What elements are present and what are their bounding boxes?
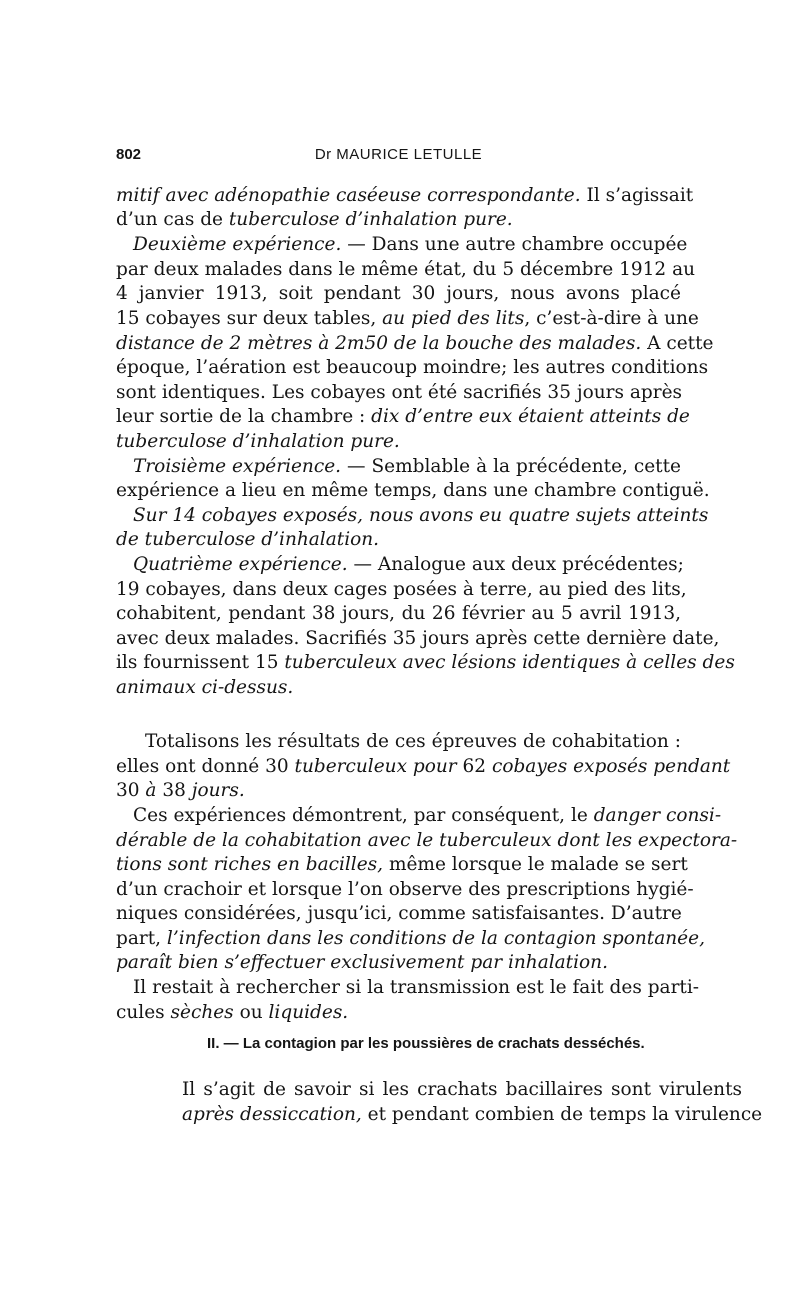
- experiment-3-line: Troisième expérience. — Semblable à la précédente, cette: [133, 456, 681, 477]
- text-line: tuberculose d’inhalation pure.: [116, 431, 400, 452]
- text-line: mitif avec adénopathie caséeuse correspondante. Il s’agissait: [116, 185, 694, 206]
- text-line: paraît bien s’effectuer exclusivement par inhalation.: [116, 952, 608, 973]
- experiment-2-line: Deuxième expérience. — Dans une autre chambre occupée: [133, 234, 688, 255]
- text-line: 19 cobayes, dans deux cages posées à terre, au pied des lits,: [116, 579, 687, 600]
- text-line: 15 cobayes sur deux tables, au pied des lits, c’est-à-dire à une: [116, 308, 699, 329]
- text-line: après dessiccation, et pendant combien de temps la virulence: [182, 1104, 763, 1125]
- text-line: animaux ci-dessus.: [116, 677, 294, 698]
- text-line: 4 janvier 1913, soit pendant 30 jours, nous avons placé: [116, 283, 681, 304]
- text-line: époque, l’aération est beaucoup moindre; les autres conditions: [116, 357, 709, 378]
- text-line: par deux malades dans le même état, du 5 décembre 1912 au: [116, 259, 696, 280]
- experiment-3-title: Troisième expérience.: [133, 456, 342, 477]
- text-line: d’un crachoir et lorsque l’on observe des prescriptions hygié-: [116, 879, 694, 900]
- text-line: expérience a lieu en même temps, dans une chambre contiguë.: [116, 480, 710, 501]
- text-line: cohabitent, pendant 38 jours, du 26 février au 5 avril 1913,: [116, 603, 681, 624]
- text-line: tions sont riches en bacilles, même lorsque le malade se sert: [116, 854, 688, 875]
- final-line: Il s’agit de savoir si les crachats bacillaires sont virulents: [182, 1079, 742, 1100]
- text-line: cules sèches ou liquides.: [116, 1002, 349, 1023]
- text-line: de tuberculose d’inhalation.: [116, 529, 380, 550]
- text-line: dérable de la cohabitation avec le tuberculeux dont les expectora-: [116, 830, 738, 851]
- section-heading: II. — La contagion par les poussières de crachats desséchés.: [207, 1035, 645, 1052]
- text-line: d’un cas de tuberculose d’inhalation pure.: [116, 209, 513, 230]
- text-line: Sur 14 cobayes exposés, nous avons eu quatre sujets atteints: [133, 505, 709, 526]
- conclusion-line: Ces expériences démontrent, par conséquent, le danger consi-: [133, 805, 722, 826]
- summary-line: Totalisons les résultats de ces épreuves de cohabitation :: [145, 731, 681, 752]
- text-line: sont identiques. Les cobayes ont été sacrifiés 35 jours après: [116, 382, 683, 403]
- text-line: elles ont donné 30 tuberculeux pour 62 cobayes exposés pendant: [116, 756, 731, 777]
- text-line: niques considérées, jusqu’ici, comme satisfaisantes. D’autre: [116, 903, 682, 924]
- text-line: ils fournissent 15 tuberculeux avec lésions identiques à celles des: [116, 652, 735, 673]
- text-line: distance de 2 mètres à 2m50 de la bouche des malades. A cette: [116, 333, 714, 354]
- text-line: leur sortie de la chambre : dix d’entre eux étaient atteints de: [116, 406, 690, 427]
- text-line: avec deux malades. Sacrifiés 35 jours après cette dernière date,: [116, 628, 720, 649]
- running-title: Dr MAURICE LETULLE: [314, 146, 483, 163]
- remaining-line: Il restait à rechercher si la transmission est le fait des parti-: [133, 977, 700, 998]
- experiment-2-title: Deuxième expérience.: [133, 234, 342, 255]
- text-line: part, l’infection dans les conditions de la contagion spontanée,: [116, 928, 705, 949]
- experiment-4-line: Quatrième expérience. — Analogue aux deux précédentes;: [133, 554, 684, 575]
- experiment-4-title: Quatrième expérience.: [133, 554, 348, 575]
- page-number: 802: [116, 146, 142, 163]
- text-line: 30 à 38 jours.: [116, 780, 245, 801]
- running-header: [116, 146, 681, 168]
